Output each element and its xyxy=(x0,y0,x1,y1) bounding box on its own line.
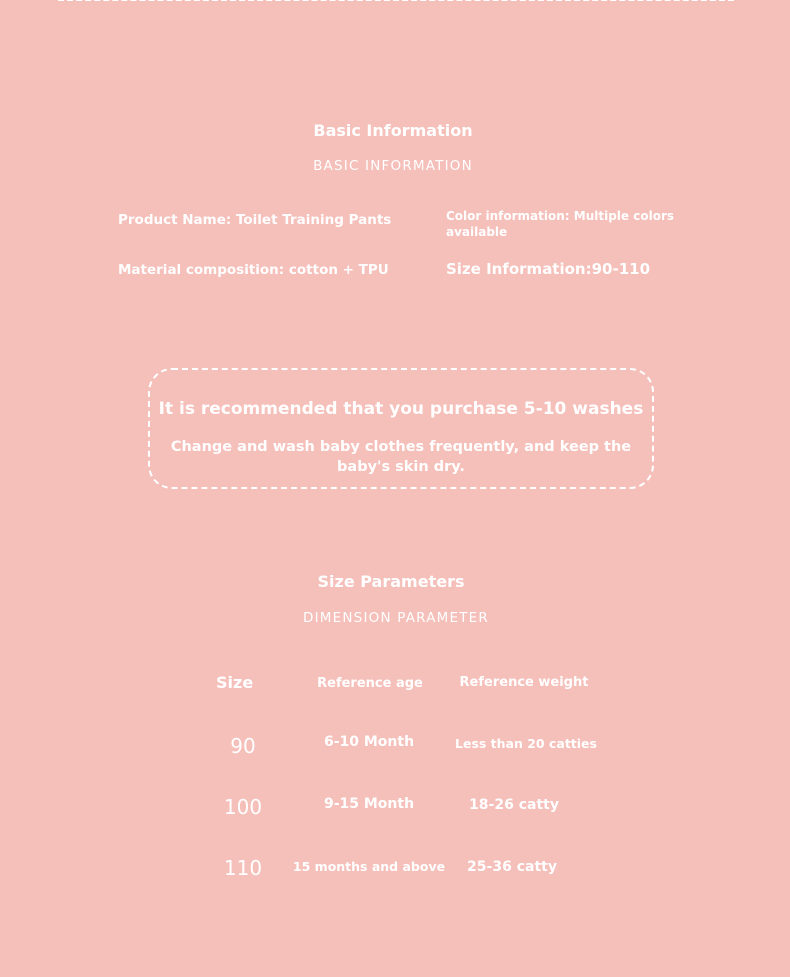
color-info: Color information: Multiple colors available xyxy=(446,209,674,239)
size-info: Size Information:90-110 xyxy=(446,260,651,278)
wash-recommendation-title: It is recommended that you purchase 5-10 washes xyxy=(158,399,644,419)
weight-cell: Less than 20 catties xyxy=(455,736,597,751)
product-name: Product Name: Toilet Training Pants xyxy=(118,212,392,228)
basic-info-title: Basic Information xyxy=(313,121,473,140)
wash-recommendation-box xyxy=(148,368,654,489)
header-reference-weight: Reference weight xyxy=(459,675,589,690)
header-reference-age: Reference age xyxy=(317,676,423,691)
weight-cell: 25-36 catty xyxy=(467,859,557,875)
wash-recommendation-text: Change and wash baby clothes frequently, and keep the baby's skin dry. xyxy=(170,439,632,475)
age-cell: 15 months and above xyxy=(292,859,446,874)
material-composition: Material composition: cotton + TPU xyxy=(118,262,389,278)
size-params-title: Size Parameters xyxy=(317,572,465,591)
size-cell: 90 xyxy=(230,734,256,758)
age-cell: 9-15 Month xyxy=(323,796,415,812)
weight-cell: 18-26 catty xyxy=(469,797,559,813)
header-size: Size xyxy=(216,673,254,692)
size-cell: 100 xyxy=(223,795,263,819)
size-params-subtitle: DIMENSION PARAMETER xyxy=(303,610,489,626)
age-cell: 6-10 Month xyxy=(323,734,415,750)
top-dashed-divider xyxy=(58,0,734,1)
basic-info-subtitle: BASIC INFORMATION xyxy=(313,158,473,174)
size-cell: 110 xyxy=(223,856,263,880)
